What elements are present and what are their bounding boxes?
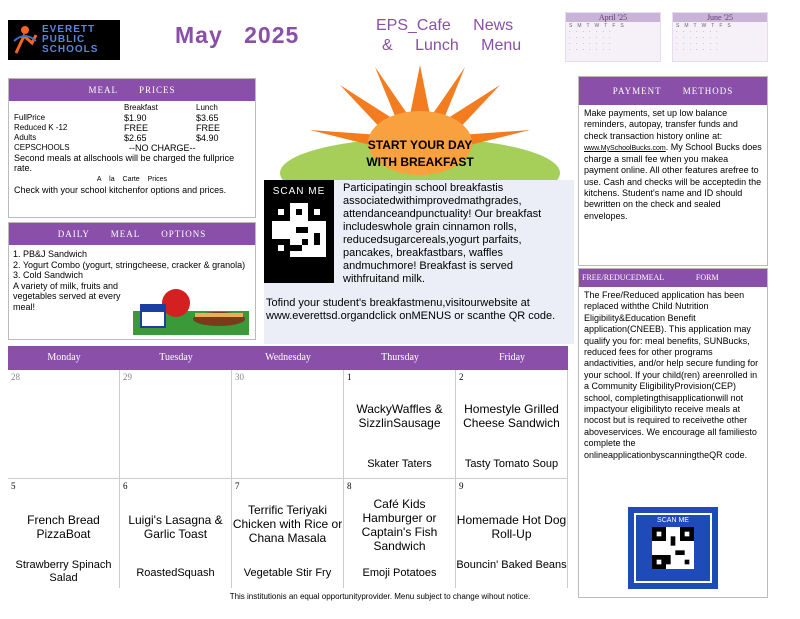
day-header: Friday — [498, 352, 526, 363]
calendar-header — [8, 346, 568, 370]
application-qr-card[interactable] — [628, 507, 718, 589]
qr-code-card[interactable] — [264, 180, 334, 283]
second-meals-note: Second meals at allschools will be charged the fullprice rate. — [14, 153, 235, 173]
price-row: Reduced K -12 FREE FREE — [14, 123, 221, 133]
calendar-day: 29 — [120, 370, 232, 478]
month-title — [175, 22, 299, 49]
main-entree: WackyWaffles & SizzlinSausage — [356, 402, 443, 430]
footer-note: This institutionis an equal opportunityprovider. Menu subject to change wihout notice. — [229, 592, 531, 601]
month: May — [175, 22, 223, 48]
mini-calendar-grid: SMTWTFS ······· ······· ······· ······· — [676, 23, 736, 53]
mini-calendar-prev — [565, 12, 661, 62]
daily-options-panel — [8, 222, 256, 340]
logo-line: SCHOOLS — [42, 44, 99, 55]
myschoolbucks-link[interactable]: www.MySchoolBucks.com — [584, 144, 666, 152]
mini-calendar-grid: SMTWTFS ······· ······· ······· ······· — [569, 23, 629, 53]
price-row: FullPrice $1.90 $3.65 — [14, 113, 219, 123]
calendar-day: 30 — [232, 370, 344, 478]
side-dish: Skater Taters — [367, 458, 432, 470]
payment-panel — [578, 76, 768, 266]
payment-text: Make payments, set up low balance reminders, autopay, transfer funds and check transaction history online at: — [584, 108, 738, 141]
meal-prices-title: MEAL PRICES — [9, 79, 255, 101]
day-header: Thursday — [381, 352, 419, 363]
breakfast-banner — [280, 55, 560, 180]
breakfast-info-panel — [264, 180, 574, 344]
payment-text-2: . My School Bucks does charge a small fee when you makea payment online. All other features arefree to use. Cash and checks will be acceptedin the kitchens. Student's name and ID should bewritten on the check and sealed envelopes. — [584, 141, 762, 221]
qr-code-icon — [652, 527, 694, 569]
option-item: 2. Yogurt Combo (yogurt, stringcheese, cracker & granola) — [13, 259, 246, 270]
day-header: Tuesday — [159, 352, 193, 363]
banner-line2: WITH BREAKFAST — [366, 155, 474, 169]
side-dish: Emoji Potatoes — [362, 567, 437, 579]
option-item: 3. Cold Sandwich — [13, 270, 84, 280]
lunch-tray-icon — [131, 283, 251, 338]
main-entree: Homestyle Grilled Cheese Sandwich — [463, 402, 560, 430]
main-entree: French Bread PizzaBoat — [27, 513, 100, 541]
qr-code-icon — [272, 203, 326, 257]
options-note: A variety of milk, fruits and vegetables served at every meal! — [13, 280, 121, 312]
calendar-day: 1 WackyWaffles & SizzlinSausage Skater Taters — [344, 370, 456, 478]
free-reduced-text: The Free/Reduced application has been replaced withthe Child Nutrition Eligibility&Education Benefit application(CNEEB). This application may qualify you for: meal benefits, SUNBucks, reduced fees for other programs andactivities, and/or help secure funding for your school. If your child(ren) areenrolled in a Community EligibilityProvision(CEP) school, completingthisapplicationwill not impactyour eligibilityto receive meals at nocost but is required to receivethe other aboveservices. We encourage all familiesto complete the onlineapplicationbyscanningtheQR code. — [584, 290, 759, 460]
day-header: Monday — [47, 352, 81, 363]
calendar-day: 9 Homemade Hot Dog Roll-Up Bouncin' Baked Beans — [456, 479, 568, 588]
side-dish: Tasty Tomato Soup — [464, 458, 559, 470]
calendar-day: 5 French Bread PizzaBoat Strawberry Spinach Salad — [8, 479, 120, 588]
main-entree: Homemade Hot Dog Roll-Up — [456, 513, 567, 541]
breakfast-text: Participatingin school breakfastis associatedwithimprovedmathgrades, attendanceandpunctuality! Our breakfast includeswhole grain cinnamon rolls, reducedsugarcereals,yogurt parfaits, pancakes, breakfastbars, waffles andmuchmore! Breakfast is served withfruitand milk. — [343, 182, 542, 285]
price-row: Adults $2.65 $4.90 — [14, 133, 219, 143]
side-dish: Vegetable Stir Fry — [243, 567, 332, 579]
main-entree: Luigi's Lasagna & Garlic Toast — [128, 513, 223, 541]
logo-line: PUBLIC — [42, 34, 86, 45]
scan-me-label: SCAN ME — [657, 517, 689, 524]
main-entree: Terrific Teriyaki Chicken with Rice or Chana Masala — [232, 503, 343, 545]
meal-prices-panel — [8, 78, 256, 218]
district-logo — [8, 20, 120, 60]
col-lunch: Lunch — [196, 103, 218, 112]
main-entree: Café Kids Hamburger or Captain's Fish Sandwich — [361, 497, 438, 553]
calendar-day: 6 Luigi's Lasagna & Garlic Toast RoastedSquash — [120, 479, 232, 588]
mini-calendar-title: April '25 — [566, 13, 660, 22]
free-reduced-title: FREE/REDUCEDMEAL FORM — [579, 269, 767, 287]
calendar-day: 2 Homestyle Grilled Cheese Sandwich Tasty Tomato Soup — [456, 370, 568, 478]
newsletter-title — [376, 16, 526, 56]
cep-row: CEPSCHOOLS --NO CHARGE-- — [14, 143, 196, 153]
daily-options-title: DAILY MEAL OPTIONS — [9, 223, 255, 245]
calendar-week — [8, 370, 568, 479]
banner-line1: START YOUR DAY — [367, 138, 473, 152]
logo-line: EVERETT — [42, 24, 96, 35]
day-header: Wednesday — [265, 352, 311, 363]
calendar-week — [8, 479, 568, 588]
option-item: 1. PB&J Sandwich — [13, 249, 88, 259]
lunch-calendar — [8, 346, 568, 588]
ala-carte-title: A la Carte Prices — [96, 176, 168, 183]
side-dish: Bouncin' Baked Beans — [456, 559, 567, 571]
col-breakfast: Breakfast — [124, 103, 158, 112]
side-dish: Strawberry Spinach Salad — [15, 559, 112, 584]
mini-calendar-title: June '25 — [673, 13, 767, 22]
ala-carte-text: Check with your school kitchenfor options and prices. — [14, 185, 227, 195]
scan-me-label: SCAN ME — [272, 186, 326, 197]
calendar-day: 7 Terrific Teriyaki Chicken with Rice or Chana Masala Vegetable Stir Fry — [232, 479, 344, 588]
calendar-day: 28 — [8, 370, 120, 478]
menu-text: Tofind your student's breakfastmenu,visitourwebsite at www.everettsd.organdclick onMENUS or scanthe QR code. — [266, 297, 556, 322]
year: 2025 — [244, 22, 300, 48]
title-line1: EPS_Cafe News — [376, 17, 514, 34]
payment-title: PAYMENT METHODS — [579, 77, 767, 105]
calendar-day: 8 Café Kids Hamburger or Captain's Fish Sandwich Emoji Potatoes — [344, 479, 456, 588]
runner-icon — [12, 23, 38, 57]
title-line2: & Lunch Menu — [382, 37, 522, 54]
mini-calendar-next — [672, 12, 768, 62]
side-dish: RoastedSquash — [136, 567, 215, 579]
